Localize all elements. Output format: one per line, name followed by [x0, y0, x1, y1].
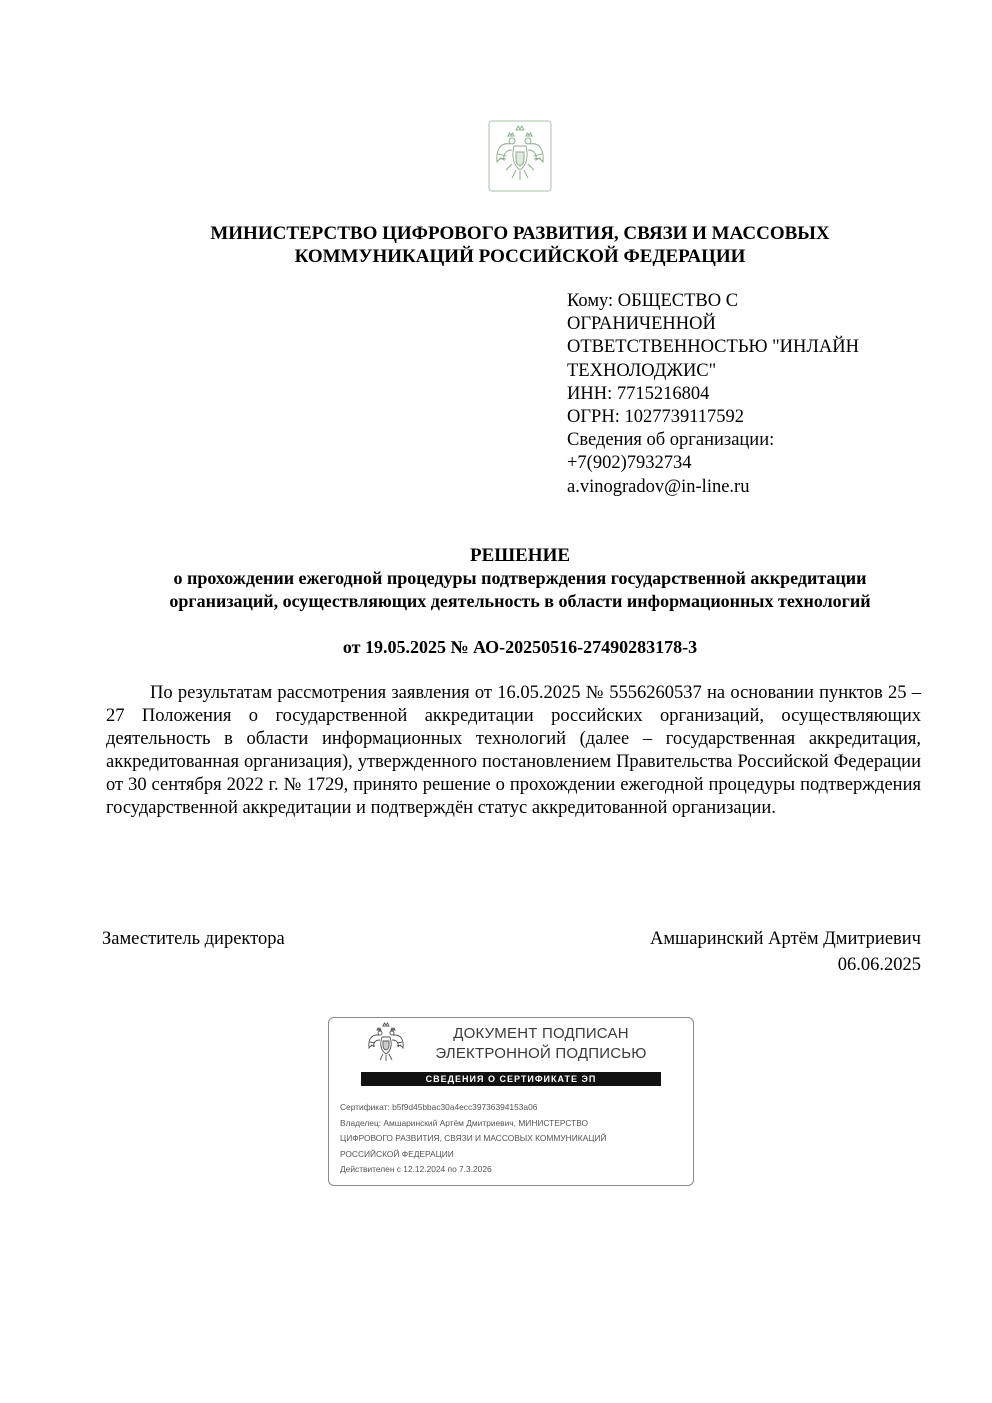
- recipient-ogrn: ОГРН: 1027739117592: [567, 407, 745, 428]
- recipient-line: ОГРАНИЧЕННОЙ: [567, 314, 716, 335]
- recipient-line: ТЕХНОЛОДЖИС": [567, 360, 717, 381]
- decision-number: от 19.05.2025 № АО-20250516-27490283178-3: [342, 637, 698, 657]
- electronic-signature-stamp: [328, 1017, 694, 1186]
- stamp-coat-of-arms-icon: [363, 1020, 409, 1066]
- decision-subject-line-1: о прохождении ежегодной процедуры подтверждения государственной аккредитации: [173, 568, 867, 588]
- signer-position: Заместитель директора: [102, 929, 285, 949]
- ministry-line-1: МИНИСТЕРСТВО ЦИФРОВОГО РАЗВИТИЯ, СВЯЗИ И МАССОВЫХ: [210, 223, 830, 244]
- certificate-owner-line-2: ЦИФРОВОГО РАЗВИТИЯ, СВЯЗИ И МАССОВЫХ КОММУНИКАЦИЙ: [340, 1133, 607, 1143]
- ministry-header: [100, 222, 940, 268]
- stamp-title: [425, 1024, 657, 1064]
- certificate-owner-line-3: РОССИЙСКОЙ ФЕДЕРАЦИИ: [340, 1148, 454, 1159]
- recipient-info-label: Сведения об организации:: [567, 430, 775, 451]
- certificate-owner-line-1: Владелец: Амшаринский Артём Дмитриевич, МИНИСТЕРСТВО: [340, 1117, 589, 1128]
- recipient-line: Кому: ОБЩЕСТВО С: [567, 291, 739, 311]
- certificate-details: [340, 1100, 680, 1178]
- stamp-title-line-2: ЭЛЕКТРОННОЙ ПОДПИСЬЮ: [435, 1045, 647, 1062]
- signature-date: 06.06.2025: [837, 955, 921, 975]
- certificate-validity: Действителен с 12.12.2024 по 7.3.2026: [340, 1164, 492, 1174]
- recipient-inn: ИНН: 7715216804: [567, 383, 710, 404]
- decision-subject-line-2: организаций, осуществляющих деятельность в области информационных технологий: [169, 591, 871, 611]
- recipient-line: ОТВЕТСТВЕННОСТЬЮ "ИНЛАЙН: [567, 337, 859, 358]
- coat-of-arms-icon: [488, 120, 552, 192]
- ministry-line-2: КОММУНИКАЦИЙ РОССИЙСКОЙ ФЕДЕРАЦИИ: [294, 246, 746, 267]
- recipient-phone: +7(902)7932734: [567, 453, 692, 474]
- decision-subject: [100, 567, 940, 613]
- decision-title: РЕШЕНИЕ: [469, 545, 571, 566]
- decision-body-text: По результатам рассмотрения заявления от 16.05.2025 № 5556260537 на основании пунктов 25 – 27 Положения о государственной аккредитации российских организаций, осуществляющих деятельность в области информационных технологий (далее – государственная аккредитация, аккредитованная организация), утвержденного постановлением Правительства Российской Федерации от 30 сентября 2022 г. № 1729, принято решение о прохождении ежегодной процедуры подтверждения государственной аккредитации и подтверждён статус аккредитованной организации.: [106, 683, 921, 818]
- stamp-title-line-1: ДОКУМЕНТ ПОДПИСАН: [453, 1025, 629, 1042]
- recipient-email: a.vinogradov@in-line.ru: [567, 476, 750, 497]
- certificate-serial: Сертификат: b5f9d45bbac30a4ecc39736394153a06: [340, 1102, 538, 1112]
- signer-name: Амшаринский Артём Дмитриевич: [649, 929, 921, 949]
- certificate-info-bar: СВЕДЕНИЯ О СЕРТИФИКАТЕ ЭП: [361, 1072, 661, 1086]
- recipient-block: [567, 290, 927, 499]
